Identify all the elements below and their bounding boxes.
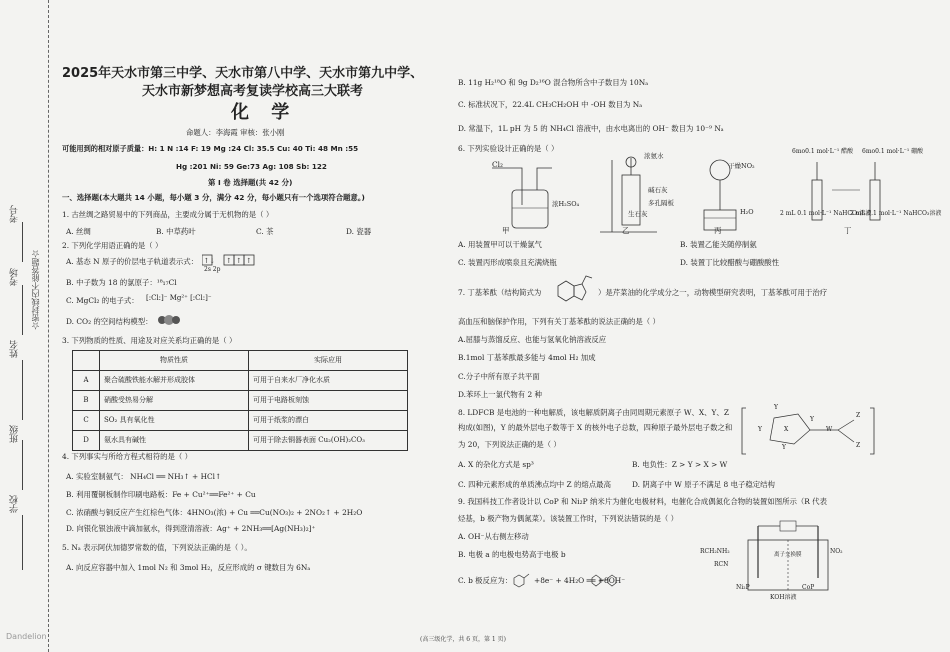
q8-line-1: 8. LDFCB 是电池的一种电解质，该电解质阴离子由同周期元素原子 W、X、Y、Z — [458, 408, 729, 417]
q6-option-c: C. 装置丙形成喷泉且充满烧瓶 — [458, 258, 557, 267]
q3-table — [72, 350, 408, 451]
cell-label-koh: KOH溶液 — [770, 594, 797, 601]
q9-option-b: B. 电极 a 的电极电势高于电极 b — [458, 550, 566, 559]
label-nahco3-a: 2 mL 0.1 mol·L⁻¹ NaHCO₃溶液 — [780, 210, 872, 217]
atom-z2: Z — [856, 442, 861, 449]
table-cell: SO₂ 具有氧化性 — [100, 411, 249, 431]
label-yi: 乙 — [622, 226, 630, 235]
exam-title-line1: 2025年天水市第三中学、天水市第八中学、天水市第九中学、 — [62, 66, 424, 81]
q8-line-2: 构成(如图)，Y 的最外层电子数等于 X 的核外电子总数，四种原子最外层电子数之和 — [458, 423, 733, 432]
q4-stem: 4. 下列事实与所给方程式相符的是（ ） — [62, 452, 193, 461]
q6-option-d: D. 装置丁比较醋酸与硼酸酸性 — [680, 258, 780, 267]
atom-x: X — [784, 426, 789, 433]
atom-y2: Y — [758, 426, 762, 433]
label-lime: 生石灰 — [628, 210, 648, 218]
page-footer: (高三级化学，共 6 页，第 1 页) — [420, 636, 506, 643]
q8-option-d: D. 阴离子中 W 原子不满足 8 电子稳定结构 — [632, 480, 775, 489]
corner-scribble: Dandelion — [6, 632, 47, 641]
cell-label-amine: RCH₂NH₂ — [700, 548, 730, 555]
margin-label-school: 学校 — [10, 495, 20, 513]
label-bing: 丙 — [714, 226, 722, 235]
q2-stem: 2. 下列化学用语正确的是（ ） — [62, 241, 163, 250]
q9-option-a: A. OH⁻从右侧左移动 — [458, 532, 529, 541]
fill-line — [22, 515, 23, 570]
binding-margin — [0, 0, 49, 652]
margin-label-name: 姓名 — [10, 340, 20, 358]
label-ammonia: 浓氨水 — [644, 152, 664, 160]
q4-option-d: D. 向银化银浊液中滴加氨水，得到澄清溶液：Ag⁺ + 2NH₃══[Ag(NH₃)₂]⁺ — [66, 524, 316, 533]
label-nahco3-b: 2 mL 0.1 mol·L⁻¹ NaHCO₃溶液 — [850, 210, 942, 217]
atom-w: W — [826, 426, 833, 433]
q8-option-c: C. 四种元素形成的单质沸点均中 Z 的熔点最高 — [458, 480, 611, 489]
table-cell: 可用于电路板刻蚀 — [249, 391, 408, 411]
margin-label-exam-no: 考号 — [10, 205, 20, 223]
table-row — [73, 391, 408, 411]
table-cell: B — [73, 391, 100, 411]
q9-option-c: C. b 极反应为： — [458, 576, 513, 585]
table-cell: 可用于除去铜器表面 Cu₂(OH)₂CO₃ — [249, 431, 408, 451]
cell-label-ni2p: Ni₂P — [736, 584, 750, 591]
atomic-masses-2: Hg :201 Ni: 59 Ge:73 Ag: 108 Sb: 122 — [176, 162, 327, 171]
apparatus-diagrams — [482, 150, 922, 240]
atom-z1: Z — [856, 412, 861, 419]
table-cell: C — [73, 411, 100, 431]
label-soda-lime: 碱石灰 — [648, 186, 668, 194]
label-boric: 6mo0.1 mol·L⁻¹ 硼酸 — [862, 148, 924, 155]
label-sieve: 多孔隔板 — [648, 199, 674, 207]
q1-option-d: D. 瓷器 — [346, 227, 372, 236]
label-ding: 丁 — [844, 226, 852, 235]
q7-option-c: C.分子中所有原子共平面 — [458, 372, 540, 381]
atom-y3: Y — [782, 444, 786, 451]
table-cell: 聚合硫酸铁能水解并形成胶体 — [100, 371, 249, 391]
label-conc-h2so4: 浓H₂SO₄ — [552, 200, 580, 208]
azobenzene-structure — [590, 570, 620, 588]
q8-option-a: A. X 的杂化方式是 sp³ — [458, 460, 534, 469]
subject-title: 化 学 — [231, 102, 298, 123]
right-column — [452, 0, 942, 640]
table-row — [73, 411, 408, 431]
atom-y4: Y — [810, 416, 814, 423]
atomic-masses-1: 可能用到的相对原子质量：H: 1 N :14 F: 19 Mg :24 Cl: 35.5 Cu: 40 Ti: 48 Mn :55 — [62, 144, 359, 153]
q6-stem: 6. 下列实验设计正确的是（ ） — [458, 144, 559, 153]
table-header-cell: 物质性质 — [100, 351, 249, 371]
table-header-cell: 实际应用 — [249, 351, 408, 371]
q7-option-b: B.1mol 丁基苯酞最多能与 4mol H₂ 加成 — [458, 353, 596, 362]
q5-option-c: C. 标准状况下，22.4L CH₃CH₂OH 中 -OH 数目为 Nₐ — [458, 100, 643, 109]
q9-option-c-equation: +8e⁻ + 4H₂O ══ +8OH⁻ — [534, 576, 626, 585]
table-cell: 氨水具有碱性 — [100, 431, 249, 451]
table-cell: A — [73, 371, 100, 391]
svg-text:↑↓: ↑↓ — [203, 257, 216, 265]
table-cell: D — [73, 431, 100, 451]
authors: 命题人：李海霞 审核：张小刚 — [186, 128, 285, 137]
label-acetic: 6mo0.1 mol·L⁻¹ 醋酸 — [792, 148, 854, 155]
fill-line — [22, 360, 23, 420]
fill-line — [22, 285, 23, 335]
q9-line-2: 烃基，b 极产物为偶氮菜）。该装置工作时，下列说法错误的是（ ） — [458, 514, 679, 523]
q5-option-a: A. 向反应容器中加入 1mol N₂ 和 3mol H₂，反应形成的 σ 键数目为 6Nₐ — [66, 563, 311, 572]
q2-option-a: A. 基态 N 原子的价层电子轨道表示式： — [66, 257, 199, 266]
table-row — [73, 431, 408, 451]
q2-option-b: B. 中子数为 18 的氯原子：¹⁸₁₇Cl — [66, 278, 177, 287]
fill-line — [22, 222, 23, 262]
table-cell: 可用于自来水厂净化水质 — [249, 371, 408, 391]
margin-label-class: 班级 — [10, 425, 20, 443]
label-no2: 干燥NO₂ — [728, 162, 755, 170]
cell-label-no2: NO₂ — [830, 548, 843, 555]
q9-line-1: 9. 我国科技工作者设计以 CoP 和 Ni₂P 纳米片为催化电极材料，电催化合成偶氮化合物的装置如图所示（R 代表 — [458, 497, 827, 506]
exam-title-line2: 天水市新梦想高考复读学校高三大联考 — [142, 84, 364, 99]
label-water: H₂O — [740, 208, 754, 216]
q6-option-b: B. 装置乙能关随停制氨 — [680, 240, 757, 249]
margin-label-room: 考场 — [10, 268, 20, 286]
q4-option-c: C. 浓硝酸与铜反应产生红棕色气体：4HNO₃(浓) + Cu ══Cu(NO₃)₂ + 2NO₂↑ + 2H₂O — [66, 508, 363, 517]
table-cell: 硝酸受热易分解 — [100, 391, 249, 411]
q1-option-b: B. 中草药叶 — [156, 227, 196, 236]
q7-stem-2: ）是芹菜油的化学成分之一，动物模型研究表明，丁基苯酞可用于治疗 — [598, 288, 828, 297]
svg-text:↑: ↑ — [246, 257, 252, 265]
part-one-title: 第 I 卷 选择题(共 42 分) — [208, 178, 293, 187]
label-jia: 甲 — [502, 226, 510, 235]
cell-label-membrane: 离子交换膜 — [774, 552, 802, 558]
left-column — [56, 0, 446, 640]
table-header-cell — [73, 351, 100, 371]
q7-stem-1: 7. 丁基苯酞（结构简式为 — [458, 288, 542, 297]
nitrobenzene-structure — [510, 570, 532, 588]
orbital-diagram — [202, 254, 272, 266]
q8-option-b: B. 电负性：Z > Y > X > W — [632, 460, 728, 469]
q5-option-d: D. 常温下，1L pH 为 5 的 NH₄Cl 溶液中，由水电离出的 OH⁻ 数目为 10⁻⁹ Nₐ — [458, 124, 724, 133]
svg-text:↑: ↑ — [226, 257, 232, 265]
cell-label-cop: CoP — [802, 584, 815, 591]
q5-option-b: B. 11g H₂¹⁸O 和 9g D₂¹⁶O 混合物所含中子数目为 10Nₐ — [458, 78, 649, 87]
cell-label-nitrile: RCN — [714, 561, 729, 568]
orbital-labels: 2s 2p — [204, 266, 221, 273]
fill-line — [22, 440, 23, 490]
q7-option-d: D.苯环上一氯代物有 2 种 — [458, 390, 542, 399]
table-row — [73, 371, 408, 391]
q7-option-a: A.屈膝与蒸馏反应、也能与氢氧化钠溶液反应 — [458, 335, 607, 344]
atom-y1: Y — [774, 404, 778, 411]
q1-option-c: C. 茶 — [256, 227, 274, 236]
label-cl2: Cl₂ — [492, 160, 503, 169]
q2-option-c: C. MgCl₂ 的电子式： — [66, 296, 139, 305]
q4-option-b: B. 利用覆铜板制作印刷电路板：Fe + Cu²⁺══Fe²⁺ + Cu — [66, 490, 256, 499]
q3-stem: 3. 下列物质的性质、用途及对应关系均正确的是（ ） — [62, 336, 237, 345]
table-cell: 可用于纸浆的漂白 — [249, 411, 408, 431]
co2-model-icon — [156, 314, 182, 326]
q1-stem: 1. 古丝绸之路贸易中的下列商品，主要成分属于无机物的是（ ） — [62, 210, 274, 219]
q6-option-a: A. 用装置甲可以干燥氯气 — [458, 240, 542, 249]
section-instructions: 一、选择题(本大题共 14 小题，每小题 3 分，满分 42 分，每小题只有一个选项符合题意。) — [62, 193, 365, 202]
electron-dot-formula: [:Cl:]⁻ Mg²⁺ [:Cl:]⁻ — [146, 294, 212, 302]
q7-stem-3: 高血压和脑保护作用，下列有关丁基苯酞的说法正确的是（ ） — [458, 317, 660, 326]
q1-option-a: A. 丝绸 — [66, 227, 91, 236]
table-header-row — [73, 351, 408, 371]
seal-notice: ☆密封线内不能答题☆ — [31, 250, 40, 330]
q5-stem: 5. Nₐ 表示阿伏加德罗常数的值，下列说法正确的是（ ）。 — [62, 543, 252, 552]
q8-line-3: 为 20，下列说法正确的是（ ） — [458, 440, 561, 449]
q2-option-d: D. CO₂ 的空间结构模型： — [66, 317, 153, 326]
butylphthalide-structure — [552, 272, 594, 306]
svg-text:↑: ↑ — [236, 257, 242, 265]
q4-option-a: A. 实验室制氨气： NH₄Cl ══ NH₃↑ + HCl↑ — [66, 472, 222, 481]
